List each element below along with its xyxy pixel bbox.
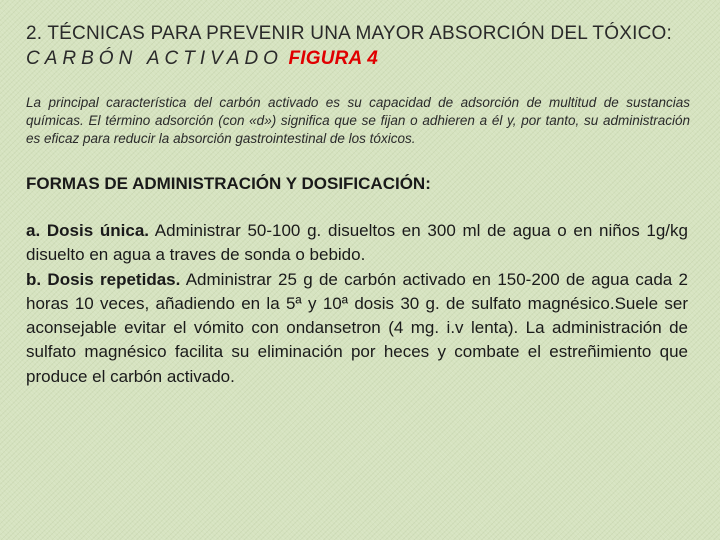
dosage-item-single [26,219,688,268]
dosage-item-text: Administrar 50-100 g. disueltos en 300 ml de agua o en niños 1g/kg disuelto en agua a traves de sonda o bebido. [26,221,688,265]
title-prefix: 2. TÉCNICAS PARA PREVENIR UNA MAYOR ABSORCIÓN DEL TÓXICO: [26,23,672,44]
dosage-item-lead: a. Dosis única. [26,221,150,240]
title-spaced-term: CARBÓN ACTIVADO [26,48,283,69]
dosage-item-lead: b. Dosis repetidas. [26,269,181,289]
section-heading: FORMAS DE ADMINISTRACIÓN Y DOSIFICACIÓN: [26,174,431,193]
dosage-item-text: Administrar 25 g de carbón activado en 150-200 de agua cada 2 horas 10 veces, añadiendo en la 5ª y 10ª dosis 30 g. de sulfato magnésico.Suele ser aconsejable evitar el vómito con ondansetron (4 mg. i.v lenta). La administración de sulfato magnésico facilita su eliminación por heces y combate el estreñimiento que produce el carbón activado. [26,269,688,386]
dosage-item-repeated [26,268,688,389]
slide-title [26,21,706,71]
dosage-list [26,219,688,389]
intro-paragraph: La principal característica del carbón activado es su capacidad de adsorción de multitud de sustancias químicas. El término adsorción (con «d») significa que se fijan o adhieren a él y, por tanto, su administración es eficaz para reducir la absorción gastrointestinal de los tóxicos. [26,95,690,146]
figure-reference: FIGURA 4 [288,48,379,69]
